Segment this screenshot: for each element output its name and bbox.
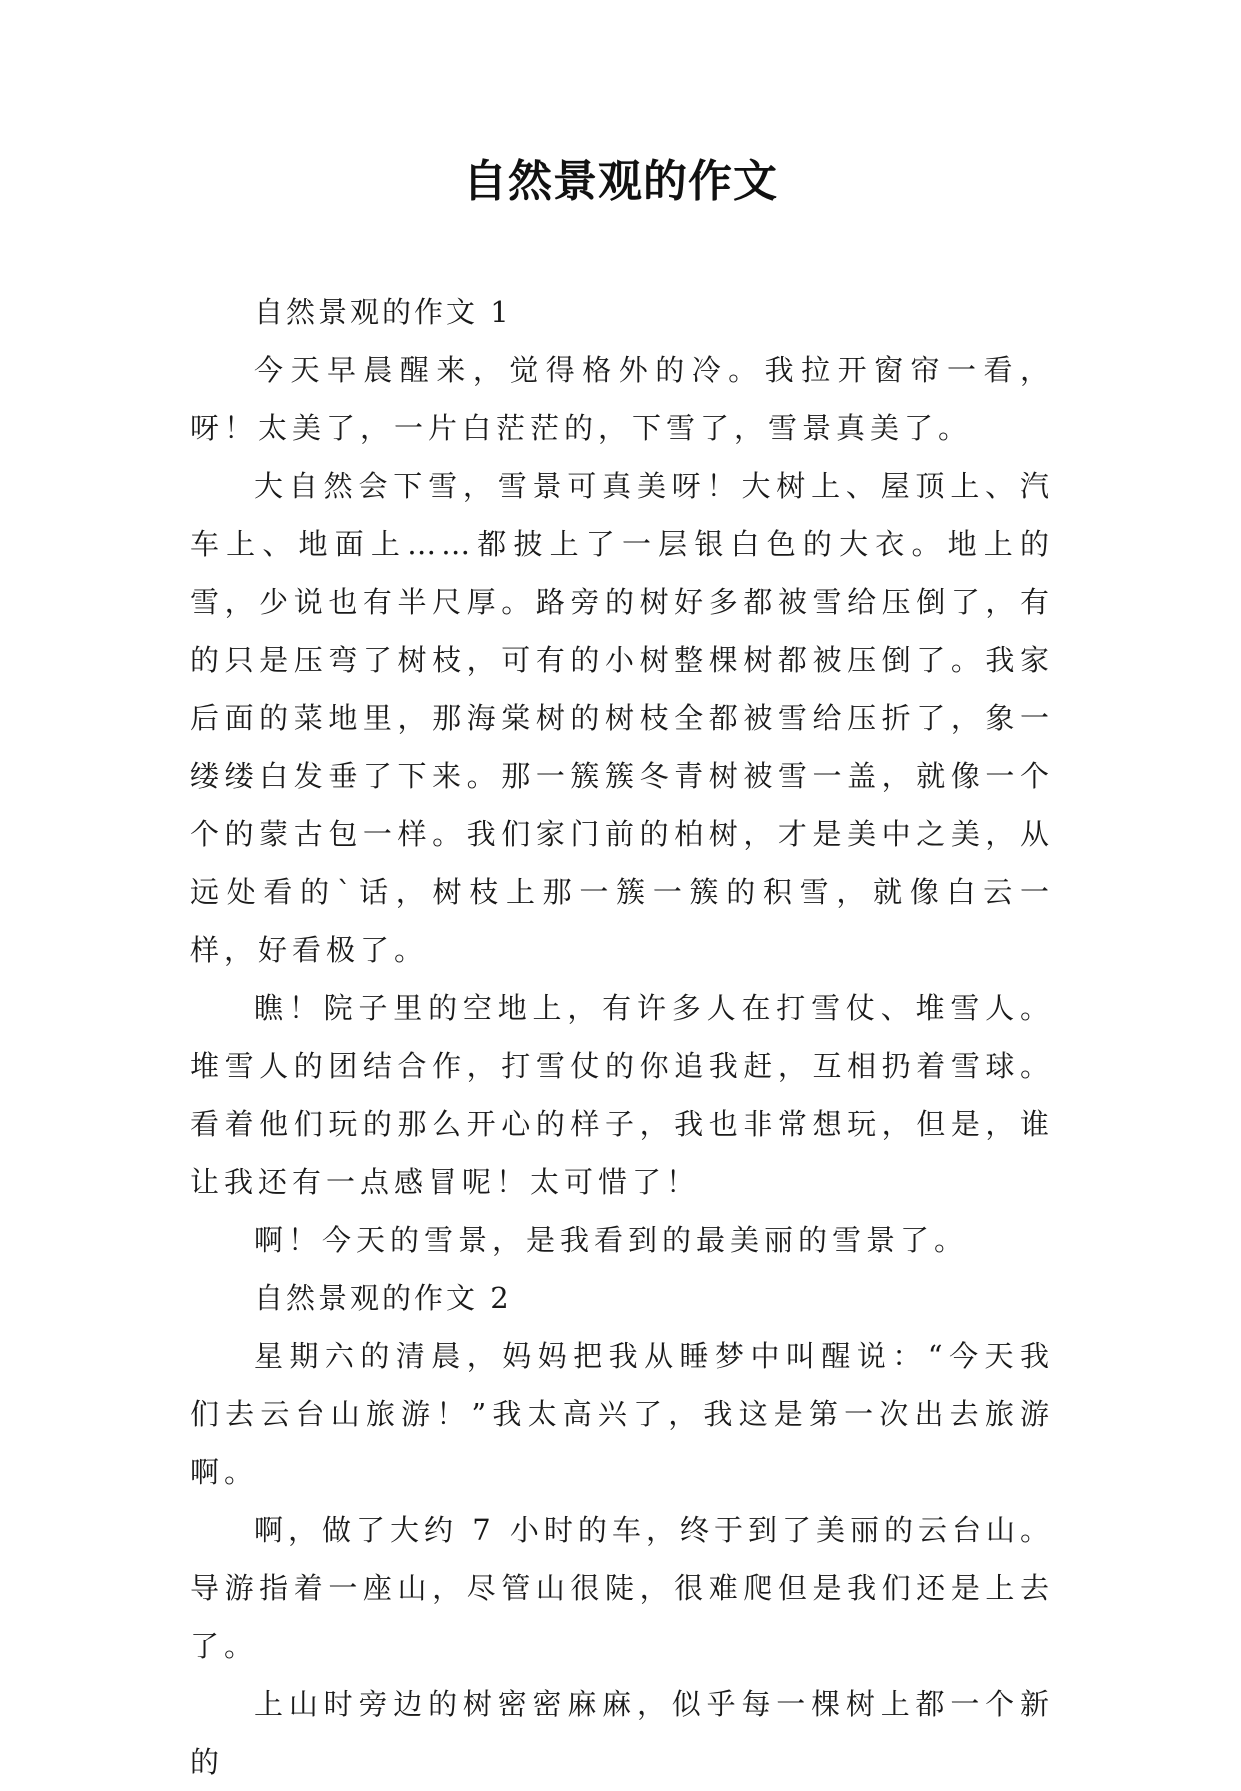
paragraph: 啊，做了大约 7 小时的车，终于到了美丽的云台山。导游指着一座山，尽管山很陡，很难爬但是我们还是上去了。 [190, 1513, 1054, 1663]
paragraph: 瞧！院子里的空地上，有许多人在打雪仗、堆雪人。堆雪人的团结合作，打雪仗的你追我赶，互相扔着雪球。看着他们玩的那么开心的样子，我也非常想玩，但是，谁让我还有一点感冒呢！太可惜了！ [190, 991, 1054, 1199]
document-title: 自然景观的作文 [463, 156, 778, 207]
paragraph: 上山时旁边的树密密麻麻，似乎每一棵树上都一个新的 [190, 1687, 1054, 1779]
section-heading: 自然景观的作文 2 [254, 1281, 512, 1315]
paragraph: 大自然会下雪，雪景可真美呀！大树上、屋顶上、汽车上、地面上……都披上了一层银白色的大衣。地上的雪，少说也有半尺厚。路旁的树好多都被雪给压倒了，有的只是压弯了树枝，可有的小树整棵树都被压倒了。我家后面的菜地里，那海棠树的树枝全都被雪给压折了，象一缕缕白发垂了下来。那一簇簇冬青树被雪一盖，就像一个个的蒙古包一样。我们家门前的柏树，才是美中之美，从远处看的`话，树枝上那一簇一簇的积雪，就像白云一样，好看极了。 [190, 469, 1054, 967]
paragraph: 星期六的清晨，妈妈把我从睡梦中叫醒说：“今天我们去云台山旅游！”我太高兴了，我这是第一次出去旅游啊。 [190, 1339, 1054, 1489]
section-heading: 自然景观的作文 1 [254, 295, 512, 329]
paragraph: 啊！今天的雪景，是我看到的最美丽的雪景了。 [254, 1223, 969, 1257]
document-body [190, 283, 1054, 1791]
paragraph: 今天早晨醒来，觉得格外的冷。我拉开窗帘一看，呀！太美了，一片白茫茫的，下雪了，雪景真美了。 [190, 353, 1054, 445]
